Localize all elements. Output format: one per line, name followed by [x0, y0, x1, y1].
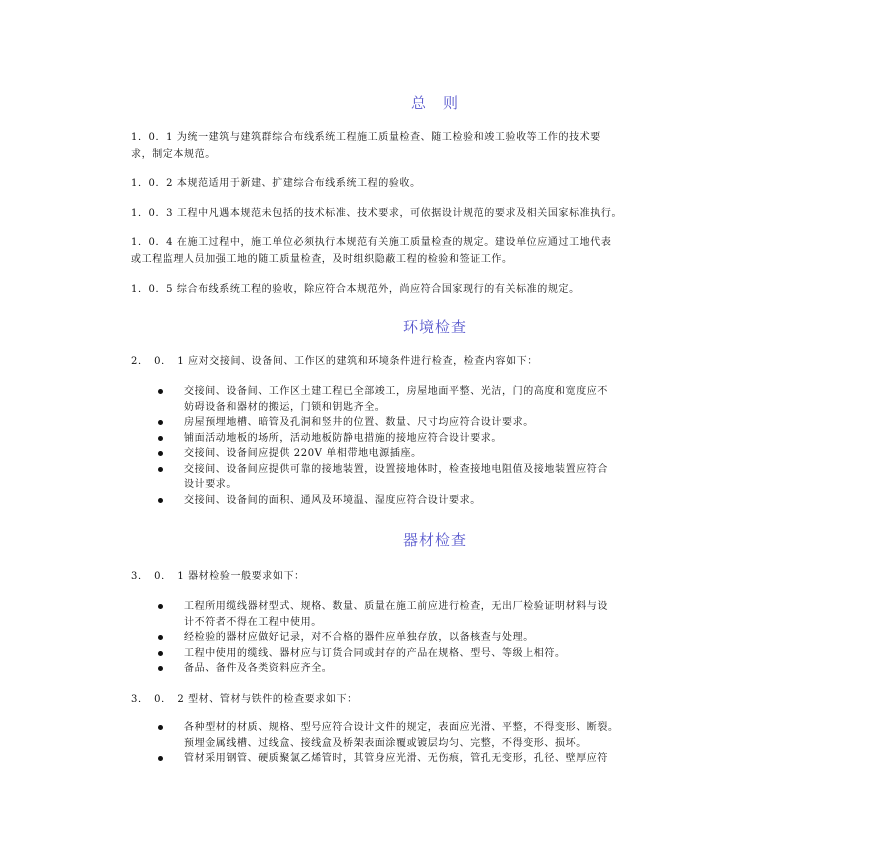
- section-title-materials: 器材检查: [402, 531, 467, 549]
- list-item: [131, 493, 743, 509]
- text-line: 各种型材的材质、规格、型号应符合设计文件的规定，表面应光滑、平整，不得变形、断裂。: [184, 722, 619, 733]
- clause-1-0-5: [131, 281, 743, 298]
- clause-1-0-3: [131, 205, 743, 222]
- environment-check-list: [131, 384, 743, 508]
- text-line: 房屋预埋地槽、暗管及孔洞和竖井的位置、数量、尺寸均应符合设计要求。: [184, 417, 534, 428]
- text-line: 妨碍设备和器材的搬运，门锁和钥匙齐全。: [184, 401, 386, 413]
- bullet-icon: [158, 725, 163, 730]
- text-line: 预埋金属线槽、过线盒、接线盒及桥架表面涂覆或镀层均匀、完整，不得变形、损坏。: [184, 737, 587, 749]
- section-title-environment: 环境检查: [402, 318, 467, 336]
- list-item: [131, 384, 743, 415]
- text-line: 交接间、设备间、工作区土建工程已全部竣工，房屋地面平整、光洁，门的高度和宽度应不: [184, 386, 608, 397]
- bullet-icon: [158, 498, 163, 503]
- text-line: 或工程监理人员加强工地的随工质量检查，及时组织隐蔽工程的检验和签证工作。: [131, 254, 513, 265]
- text-line: 工程中使用的缆线、器材应与订货合同或封存的产品在规格、型号、等级上相符。: [184, 647, 566, 659]
- bullet-icon: [158, 651, 163, 656]
- text-line: 工程所用缆线器材型式、规格、数量、质量在施工前应进行检查，无出厂检验证明材料与设: [184, 601, 608, 612]
- bullet-icon: [158, 666, 163, 671]
- text-line: 交接间、设备间应提供可靠的接地装置，设置接地体时，检查接地电阻值及接地装置应符合: [184, 463, 608, 475]
- text-line: 1．0．2 本规范适用于新建、扩建综合布线系统工程的验收。: [131, 178, 421, 189]
- materials-general-list: [131, 599, 743, 677]
- list-item: [131, 415, 743, 431]
- clause-1-0-2: [131, 175, 743, 192]
- list-item: [131, 599, 743, 630]
- clause-2-0-1: 2． 0． 1 应对交接间、设备间、工作区的建筑和环境条件进行检查，检查内容如下：: [131, 356, 538, 367]
- text-line: 管材采用钢管、硬质聚氯乙烯管时，其管身应光滑、无伤痕，管孔无变形，孔径、壁厚应符: [184, 753, 608, 764]
- bullet-icon: [158, 635, 163, 640]
- bullet-icon: [158, 451, 163, 456]
- text-line: 设计要求。: [184, 479, 237, 490]
- clause-1-0-1: [131, 129, 743, 163]
- clause-1-0-4: [131, 234, 743, 268]
- bullet-icon: [158, 756, 163, 761]
- profiles-pipes-list: [131, 720, 743, 767]
- list-item: [131, 462, 743, 493]
- list-item: [131, 431, 743, 447]
- text-line: 交接间、设备间的面积、通风及环境温、湿度应符合设计要求。: [184, 494, 481, 506]
- text-line: 求，制定本规范。: [131, 149, 216, 160]
- bullet-icon: [158, 420, 163, 425]
- text-line: 计不符者不得在工程中使用。: [184, 616, 322, 628]
- list-item: [131, 751, 743, 767]
- clause-3-0-2: 3． 0． 2 型材、管材与铁件的检查要求如下：: [131, 694, 358, 705]
- list-item: [131, 446, 743, 462]
- list-item: [131, 646, 743, 662]
- text-line: 交接间、设备间应提供 220V 单相带地电源插座。: [184, 448, 422, 459]
- clause-3-0-1: 3． 0． 1 器材检验一般要求如下：: [131, 571, 305, 582]
- list-item: [131, 630, 743, 646]
- bullet-icon: [158, 436, 163, 441]
- list-item: [131, 661, 743, 677]
- bullet-icon: [158, 467, 163, 472]
- section-title-general: 总 则: [410, 94, 459, 112]
- list-item: [131, 720, 743, 751]
- text-line: 1．0．3 工程中凡遇本规范未包括的技术标准、技术要求，可依据设计规范的要求及相关国家标准执行。: [131, 208, 623, 219]
- text-line: 1．0．4 在施工过程中，施工单位必须执行本规范有关施工质量检查的规定。建设单位应通过工地代表: [131, 237, 612, 248]
- text-line: 1．0．5 综合布线系统工程的验收，除应符合本规范外，尚应符合国家现行的有关标准的规定。: [131, 284, 580, 295]
- text-line: 备品、备件及各类资料应齐全。: [184, 663, 333, 674]
- bullet-icon: [158, 604, 163, 609]
- bullet-icon: [158, 389, 163, 394]
- text-line: 铺面活动地板的场所，活动地板防静电措施的接地应符合设计要求。: [184, 432, 502, 444]
- text-line: 1．0．1 为统一建筑与建筑群综合布线系统工程施工质量检查、随工检验和竣工验收等工作的技术要: [131, 132, 601, 143]
- text-line: 经检验的器材应做好记录，对不合格的器件应单独存放，以备核查与处理。: [184, 632, 534, 643]
